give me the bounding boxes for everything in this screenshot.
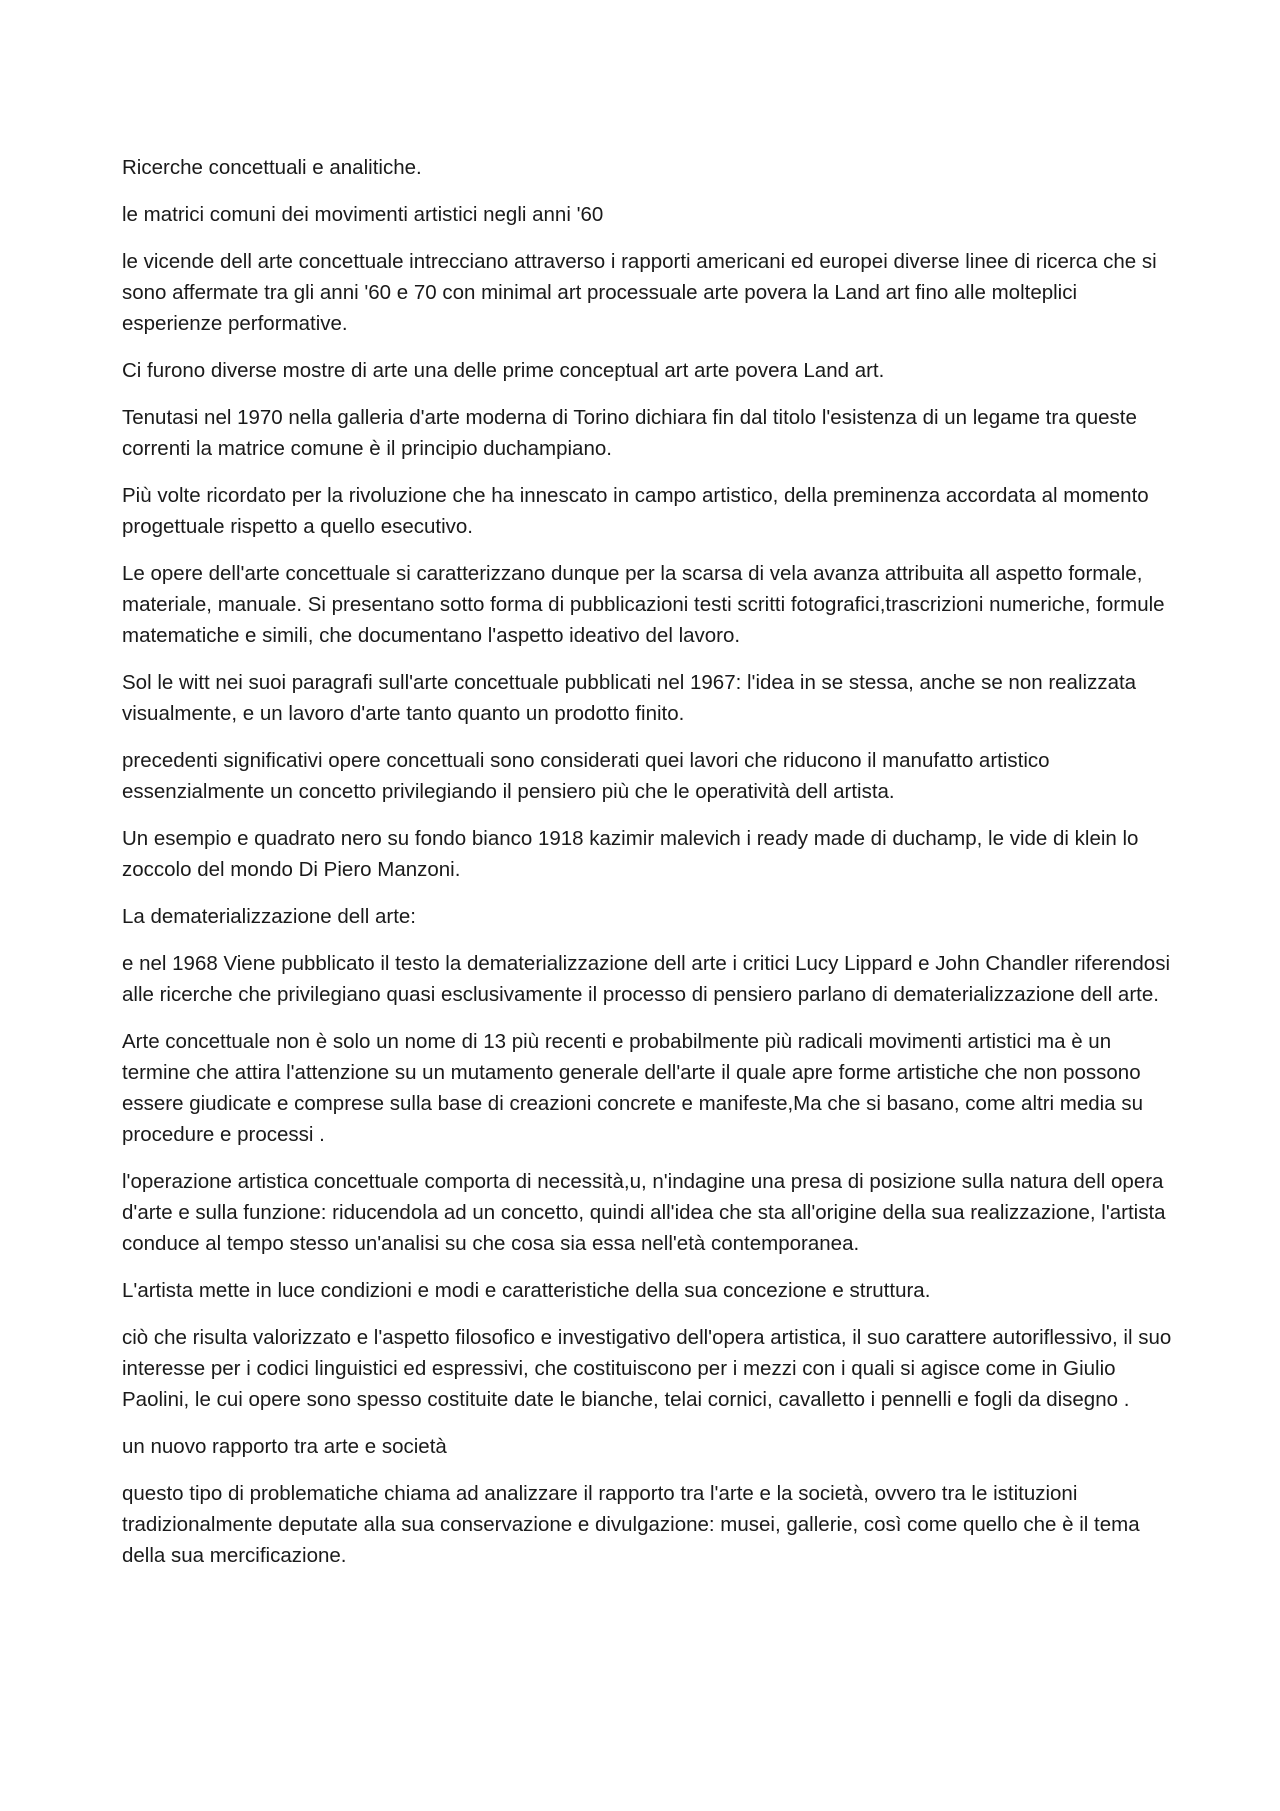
paragraph: Le opere dell'arte concettuale si caratterizzano dunque per la scarsa di vela avanza attribuita all aspetto formale, materiale, manuale. Si presentano sotto forma di pubblicazioni testi scritti fotografici,trascrizioni numeriche, formule matematiche e simili, che documentano l'aspetto ideativo del lavoro. xyxy=(122,562,1165,647)
paragraph: Sol le witt nei suoi paragrafi sull'arte concettuale pubblicati nel 1967: l'idea in se stessa, anche se non realizzata visualmente, e un lavoro d'arte tanto quanto un prodotto finito. xyxy=(122,671,1137,725)
document-page xyxy=(122,152,1172,1587)
paragraph: Ci furono diverse mostre di arte una delle prime conceptual art arte povera Land art. xyxy=(122,359,885,382)
paragraph: Tenutasi nel 1970 nella galleria d'arte moderna di Torino dichiara fin dal titolo l'esistenza di un legame tra queste correnti la matrice comune è il principio duchampiano. xyxy=(122,406,1137,460)
paragraph: Arte concettuale non è solo un nome di 13 più recenti e probabilmente più radicali movimenti artistici ma è un termine che attira l'attenzione su un mutamento generale dell'arte il quale apre forme artistiche che non possono essere giudicate e comprese sulla base di creazioni concrete e manifeste,Ma che si basano, come altri media su procedure e processi . xyxy=(122,1030,1143,1146)
paragraph: ciò che risulta valorizzato e l'aspetto filosofico e investigativo dell'opera artistica, il suo carattere autoriflessivo, il suo interesse per i codici linguistici ed espressivi, che costituiscono per i mezzi con i quali si agisce come in Giulio Paolini, le cui opere sono spesso costituite date le bianche, telai cornici, cavalletto i pennelli e fogli da disegno . xyxy=(122,1326,1172,1411)
paragraph: precedenti significativi opere concettuali sono considerati quei lavori che riducono il manufatto artistico essenzialmente un concetto privilegiando il pensiero più che le operatività dell artista. xyxy=(122,749,1050,803)
paragraph: Un esempio e quadrato nero su fondo bianco 1918 kazimir malevich i ready made di duchamp, le vide di klein lo zoccolo del mondo Di Piero Manzoni. xyxy=(122,827,1139,881)
paragraph: l'operazione artistica concettuale comporta di necessità,u, n'indagine una presa di posizione sulla natura dell opera d'arte e sulla funzione: riducendola ad un concetto, quindi all'idea che sta all'origine della sua realizzazione, l'artista conduce al tempo stesso un'analisi su che cosa sia essa nell'età contemporanea. xyxy=(122,1170,1166,1255)
section-heading: La dematerializzazione dell arte: xyxy=(122,905,416,928)
document-title: Ricerche concettuali e analitiche. xyxy=(122,156,422,179)
section-heading: un nuovo rapporto tra arte e società xyxy=(122,1435,447,1458)
paragraph: e nel 1968 Viene pubblicato il testo la dematerializzazione dell arte i critici Lucy Lippard e John Chandler riferendosi alle ricerche che privilegiano quasi esclusivamente il processo di pensiero parlano di dematerializzazione dell arte. xyxy=(122,952,1171,1006)
paragraph: Più volte ricordato per la rivoluzione che ha innescato in campo artistico, della preminenza accordata al momento progettuale rispetto a quello esecutivo. xyxy=(122,484,1149,538)
paragraph: questo tipo di problematiche chiama ad analizzare il rapporto tra l'arte e la società, ovvero tra le istituzioni tradizionalmente deputate alla sua conservazione e divulgazione: musei, gallerie, così come quello che è il tema della sua mercificazione. xyxy=(122,1482,1140,1567)
paragraph: le vicende dell arte concettuale intrecciano attraverso i rapporti americani ed europei diverse linee di ricerca che si sono affermate tra gli anni '60 e 70 con minimal art processuale arte povera la Land art fino alle molteplici esperienze performative. xyxy=(122,250,1157,335)
paragraph: L'artista mette in luce condizioni e modi e caratteristiche della sua concezione e struttura. xyxy=(122,1279,931,1302)
section-heading: le matrici comuni dei movimenti artistici negli anni '60 xyxy=(122,203,604,226)
